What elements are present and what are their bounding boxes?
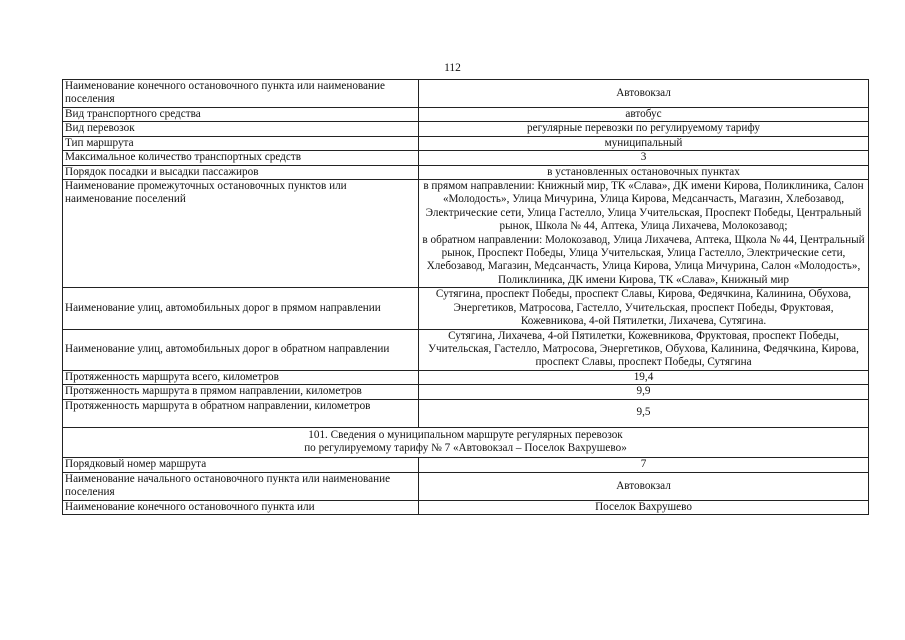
- row-label: Наименование начального остановочного пункта или наименование поселения: [63, 472, 419, 500]
- row-label: Вид перевозок: [63, 122, 419, 136]
- intermediate-stops-label: Наименование промежуточных остановочных пунктов или наименование поселений: [63, 180, 419, 288]
- table-row: [63, 108, 869, 122]
- row-label: Порядок посадки и высадки пассажиров: [63, 165, 419, 179]
- streets-reverse-label: Наименование улиц, автомобильных дорог в обратном направлении: [63, 329, 419, 370]
- row-value: регулярные перевозки по регулируемому тарифу: [419, 122, 869, 136]
- table-row: [63, 165, 869, 179]
- row-label: Протяженность маршрута в обратном направлении, километров: [63, 399, 419, 427]
- section-heading-row: [63, 427, 869, 458]
- table-row: [63, 288, 869, 329]
- row-label: Порядковый номер маршрута: [63, 458, 419, 472]
- row-value: Автовокзал: [419, 472, 869, 500]
- table-row: [63, 370, 869, 384]
- row-label: Протяженность маршрута в прямом направлении, километров: [63, 385, 419, 399]
- table-row: [63, 458, 869, 472]
- row-value: Поселок Вахрушево: [419, 500, 869, 514]
- section-heading-line-1: 101. Сведения о муниципальном маршруте регулярных перевозок: [308, 428, 623, 441]
- page-number: 112: [444, 62, 461, 74]
- table-row: [63, 399, 869, 427]
- row-label: Вид транспортного средства: [63, 108, 419, 122]
- row-label: Максимальное количество транспортных средств: [63, 151, 419, 165]
- row-value: в установленных остановочных пунктах: [419, 165, 869, 179]
- table-row: [63, 180, 869, 288]
- intermediate-stops-value: [419, 180, 869, 288]
- row-value: автобус: [419, 108, 869, 122]
- table-row: [63, 80, 869, 108]
- table-row: [63, 472, 869, 500]
- table-row: [63, 136, 869, 150]
- row-label: Тип маршрута: [63, 136, 419, 150]
- route-info-table: [62, 79, 869, 515]
- row-label: Наименование конечного остановочного пункта или наименование поселения: [63, 80, 419, 108]
- table-row: [63, 500, 869, 514]
- forward-stops-text: в прямом направлении: Книжный мир, ТК «Слава», ДК имени Кирова, Поликлиника, Салон «Молодость», Улица Мичурина, Улица Кирова, Медсанчасть, Магазин, Хлебозавод, Электрические сети, Улица Гастелло, Улица Учительская, Проспект Победы, Центральный рынок, Школа № 44, Аптека, Улица Лихачева, Молокозавод;: [423, 180, 864, 233]
- row-value: Автовокзал: [419, 80, 869, 108]
- table-row: [63, 329, 869, 370]
- row-value: 9,5: [419, 399, 869, 427]
- streets-forward-label: Наименование улиц, автомобильных дорог в прямом направлении: [63, 288, 419, 329]
- row-label: Наименование конечного остановочного пункта или: [63, 500, 419, 514]
- table-row: [63, 122, 869, 136]
- table-row: [63, 151, 869, 165]
- section-heading: [63, 427, 869, 458]
- row-value: 9,9: [419, 385, 869, 399]
- row-value: муниципальный: [419, 136, 869, 150]
- reverse-stops-text: в обратном направлении: Молокозавод, Улица Лихачева, Аптека, Щкола № 44, Центральный рынок, Проспект Победы, Улица Учительская, Улица Гастелло, Электрические сети, Хлебозавод, Магазин, Медсанчасть, Улица Кирова, Улица Мичурина, Салон «Молодость», Поликлиника, ДК имени Кирова, ТК «Слава», Книжный мир: [422, 233, 865, 286]
- row-value: 3: [419, 151, 869, 165]
- row-value: 19,4: [419, 370, 869, 384]
- row-label: Протяженность маршрута всего, километров: [63, 370, 419, 384]
- section-heading-line-2: по регулируемому тарифу № 7 «Автовокзал – Поселок Вахрушево»: [304, 441, 627, 454]
- table-row: [63, 385, 869, 399]
- streets-forward-value: Сутягина, проспект Победы, проспект Славы, Кирова, Федячкина, Калинина, Обухова, Энергетиков, Матросова, Гастелло, Учительская, проспект Победы, Фруктовая, Кожевникова, 4-ой Пятилетки, Лихачева, Сутягина.: [419, 288, 869, 329]
- streets-reverse-value: Сутягина, Лихачева, 4-ой Пятилетки, Кожевникова, Фруктовая, проспект Победы, Учительская, Гастелло, Матросова, Энергетиков, Обухова, Калинина, Федячкина, Кирова, проспект Славы, проспект Победы, Сутягина: [419, 329, 869, 370]
- row-value: 7: [419, 458, 869, 472]
